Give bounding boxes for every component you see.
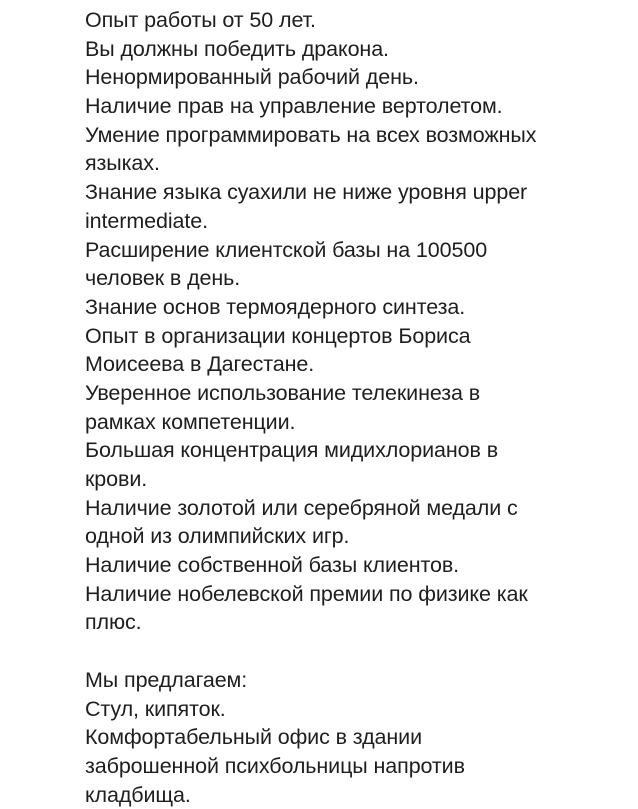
text-line: Знание языка суахили не ниже уровня upper	[85, 180, 528, 205]
text-line: Комфортабельный офис в здании	[85, 725, 422, 750]
job-posting-text	[85, 6, 625, 809]
requirements-block	[85, 6, 625, 637]
text-line: Ненормированный рабочий день.	[85, 65, 419, 90]
text-line: плюс.	[85, 610, 142, 635]
text-line: intermediate.	[85, 208, 208, 233]
text-line: Уверенное использование телекинеза в	[85, 380, 481, 405]
text-line: Наличие золотой или серебряной медали с	[85, 495, 518, 520]
text-line: Расширение клиентской базы на 100500	[85, 237, 488, 262]
offer-heading: Мы предлагаем:	[85, 667, 248, 692]
text-line: языках.	[85, 151, 160, 176]
paragraph-gap	[85, 637, 625, 666]
text-line: Большая концентрация мидихлорианов в	[85, 438, 499, 463]
text-line: Наличие собственной базы клиентов.	[85, 553, 460, 578]
text-line: одной из олимпийских игр.	[85, 524, 350, 549]
text-line: Наличие прав на управление вертолетом.	[85, 94, 503, 119]
text-line: Вы должны победить дракона.	[85, 36, 389, 61]
text-line: крови.	[85, 467, 148, 491]
text-line: человек в день.	[85, 266, 241, 291]
text-line: кладбища.	[85, 782, 191, 807]
text-line: Моисеева в Дагестане.	[85, 352, 315, 377]
text-line: Опыт работы от 50 лет.	[85, 8, 316, 32]
text-line: Опыт в организации концертов Бориса	[85, 323, 471, 348]
text-line: заброшенной психбольницы напротив	[85, 753, 465, 778]
text-line: Знание основ термоядерного синтеза.	[85, 294, 466, 319]
text-line: рамках компетенции.	[85, 409, 296, 434]
offer-block	[85, 666, 625, 809]
text-line: Наличие нобелевской премии по физике как	[85, 581, 528, 606]
text-line: Стул, кипяток.	[85, 696, 226, 721]
text-line: Умение программировать на всех возможных	[85, 122, 537, 147]
